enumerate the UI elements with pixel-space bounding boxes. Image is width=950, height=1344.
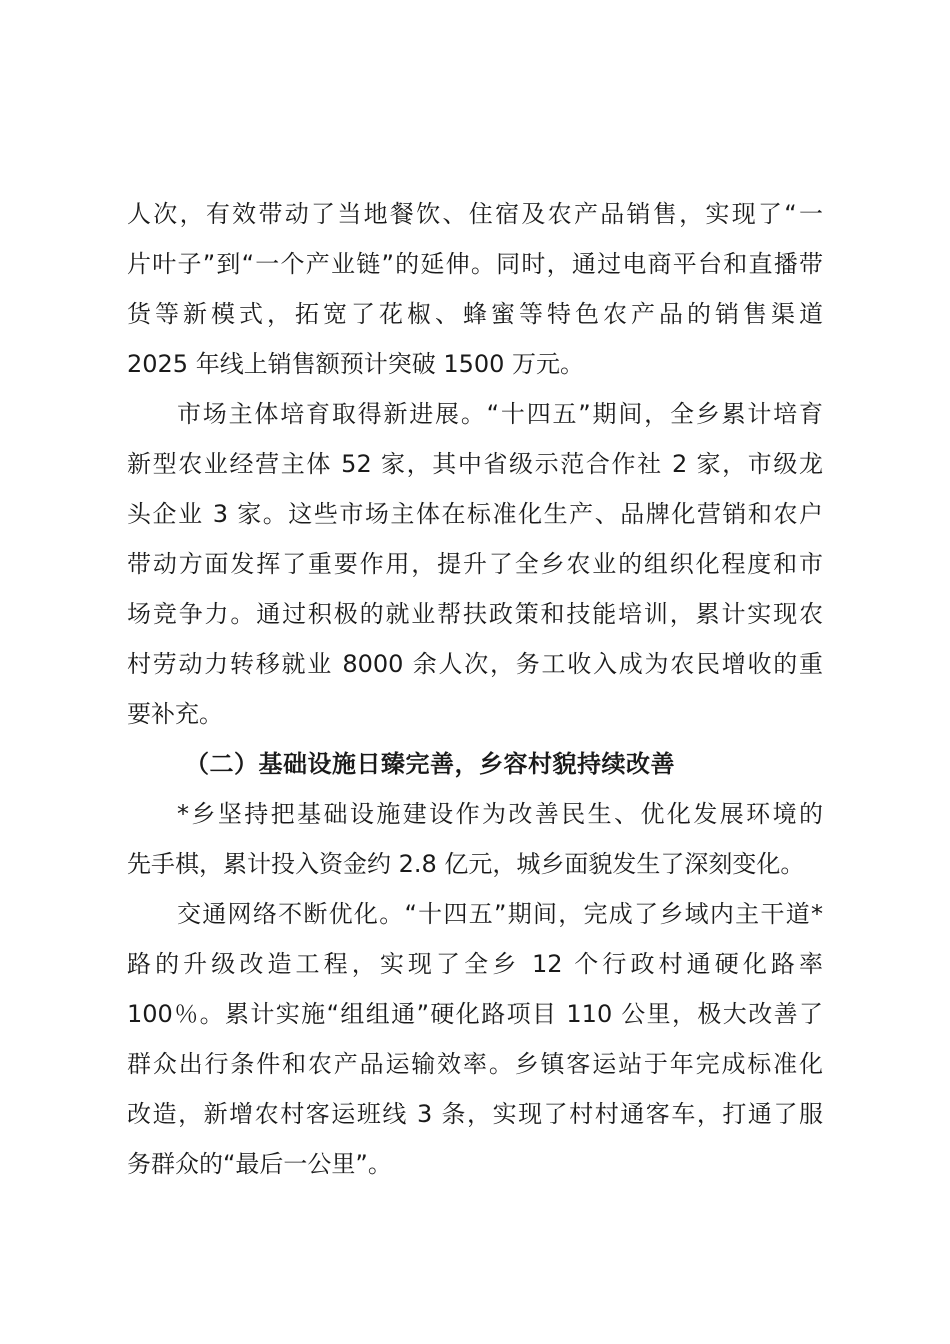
paragraph-line: 村劳动力转移就业 8000 余人次，务工收入成为农民增收的重	[127, 650, 823, 678]
paragraph-line: 改造，新增农村客运班线 3 条，实现了村村通客车，打通了服	[127, 1100, 823, 1128]
paragraph-line: 人次，有效带动了当地餐饮、住宿及农产品销售，实现了“一	[127, 200, 823, 228]
paragraph-line: 货等新模式，拓宽了花椒、蜂蜜等特色农产品的销售渠道	[127, 300, 823, 328]
paragraph-line: 场竞争力。通过积极的就业帮扶政策和技能培训，累计实现农	[127, 600, 823, 628]
paragraph-line: 片叶子”到“一个产业链”的延伸。同时，通过电商平台和直播带	[127, 250, 823, 278]
document-body	[127, 189, 823, 1189]
paragraph-line: 先手棋，累计投入资金约 2.8 亿元，城乡面貌发生了深刻变化。	[127, 850, 805, 878]
paragraph-line: 路的升级改造工程，实现了全乡 12 个行政村通硬化路率	[127, 950, 823, 978]
paragraph-line: 带动方面发挥了重要作用，提升了全乡农业的组织化程度和市	[127, 550, 823, 578]
paragraph-line: 市场主体培育取得新进展。“十四五”期间，全乡累计培育	[177, 400, 823, 428]
paragraph-line: 要补充。	[127, 700, 223, 728]
paragraph-line: 交通网络不断优化。“十四五”期间，完成了乡域内主干道*	[177, 900, 823, 928]
paragraph-line: 群众出行条件和农产品运输效率。乡镇客运站于年完成标准化	[127, 1050, 823, 1078]
paragraph-line: 头企业 3 家。这些市场主体在标准化生产、品牌化营销和农户	[127, 500, 823, 528]
paragraph-line: 务群众的“最后一公里”。	[127, 1150, 392, 1178]
paragraph-line: 100％。累计实施“组组通”硬化路项目 110 公里，极大改善了	[127, 1000, 823, 1028]
paragraph-line: *乡坚持把基础设施建设作为改善民生、优化发展环境的	[177, 800, 823, 828]
paragraph-line: 2025 年线上销售额预计突破 1500 万元。	[127, 350, 585, 378]
paragraph-line: 新型农业经营主体 52 家，其中省级示范合作社 2 家，市级龙	[127, 450, 823, 478]
section-heading: （二）基础设施日臻完善，乡容村貌持续改善	[185, 750, 675, 778]
